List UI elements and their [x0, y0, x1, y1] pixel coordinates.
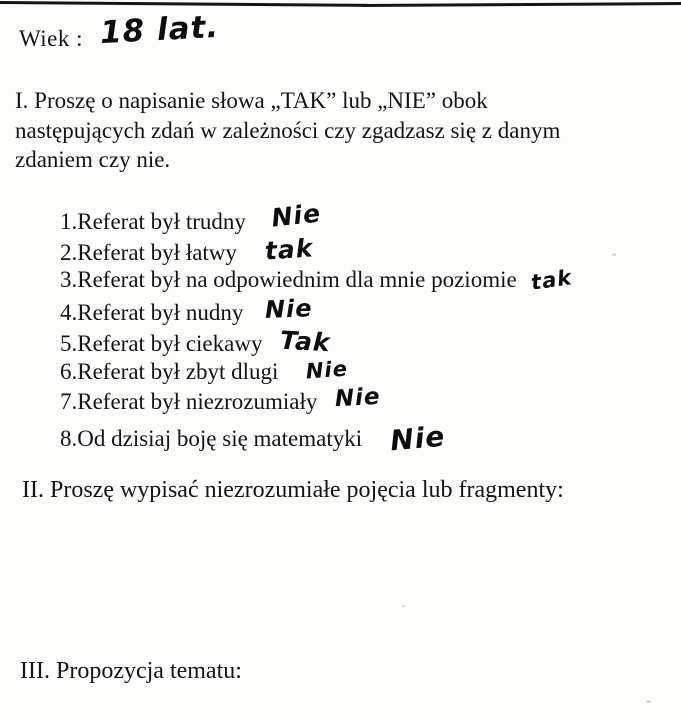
handwritten-answer: tak: [529, 265, 574, 295]
survey-item-text: 1.Referat był trudny: [60, 209, 246, 234]
survey-item-text: 7.Referat był niezrozumiały: [60, 389, 318, 414]
handwritten-answer: Tak: [279, 325, 332, 358]
survey-item-text: 4.Referat był nudny: [60, 299, 244, 325]
handwritten-answer: tak: [263, 232, 315, 266]
scan-speck: [646, 700, 651, 703]
survey-item-text: 5.Referat był ciekawy: [60, 331, 263, 356]
survey-item: [60, 383, 572, 420]
survey-item: [60, 325, 572, 359]
scan-speck: [612, 253, 616, 256]
section1-heading-line: zdaniem czy nie.: [15, 147, 171, 172]
scan-border-line: [362, 2, 681, 7]
survey-item: [60, 232, 572, 268]
scan-border-line: [0, 1, 368, 7]
handwritten-answer: Nie: [388, 419, 447, 457]
survey-item-text: 2.Referat był łatwy: [60, 239, 237, 265]
survey-item: [60, 419, 572, 457]
survey-item-text: 8.Od dzisiaj boję się matematyki: [60, 425, 363, 451]
section3-heading: III. Propozycja tematu:: [20, 658, 242, 684]
age-label: Wiek :: [19, 26, 84, 51]
section2-heading: II. Proszę wypisać niezrozumiałe pojęcia lub fragmenty:: [22, 477, 564, 503]
survey-item-text: 3.Referat był na odpowiednim dla mnie poziomie: [60, 267, 517, 292]
handwritten-answer: Nie: [334, 383, 382, 413]
age-handwritten-value: 18 lat.: [99, 8, 220, 52]
handwritten-answer: Nie: [269, 198, 323, 233]
section1-heading-line: I. Proszę o napisanie słowa „TAK” lub „NIE” obok: [15, 88, 488, 113]
survey-item-text: 6.Referat był zbyt dlugi: [60, 358, 279, 384]
survey-item: [60, 293, 572, 329]
section1-heading-line: następujących zdań w zależności czy zgadzasz się z danym: [15, 117, 561, 143]
handwritten-answer: Nie: [305, 356, 350, 383]
survey-item: [60, 198, 572, 237]
survey-item: [60, 356, 572, 390]
section1-heading: [15, 86, 560, 175]
survey-item: [60, 267, 572, 298]
scan-speck: [402, 605, 405, 607]
survey-item-list: [60, 198, 574, 457]
handwritten-answer: Nie: [264, 293, 314, 324]
